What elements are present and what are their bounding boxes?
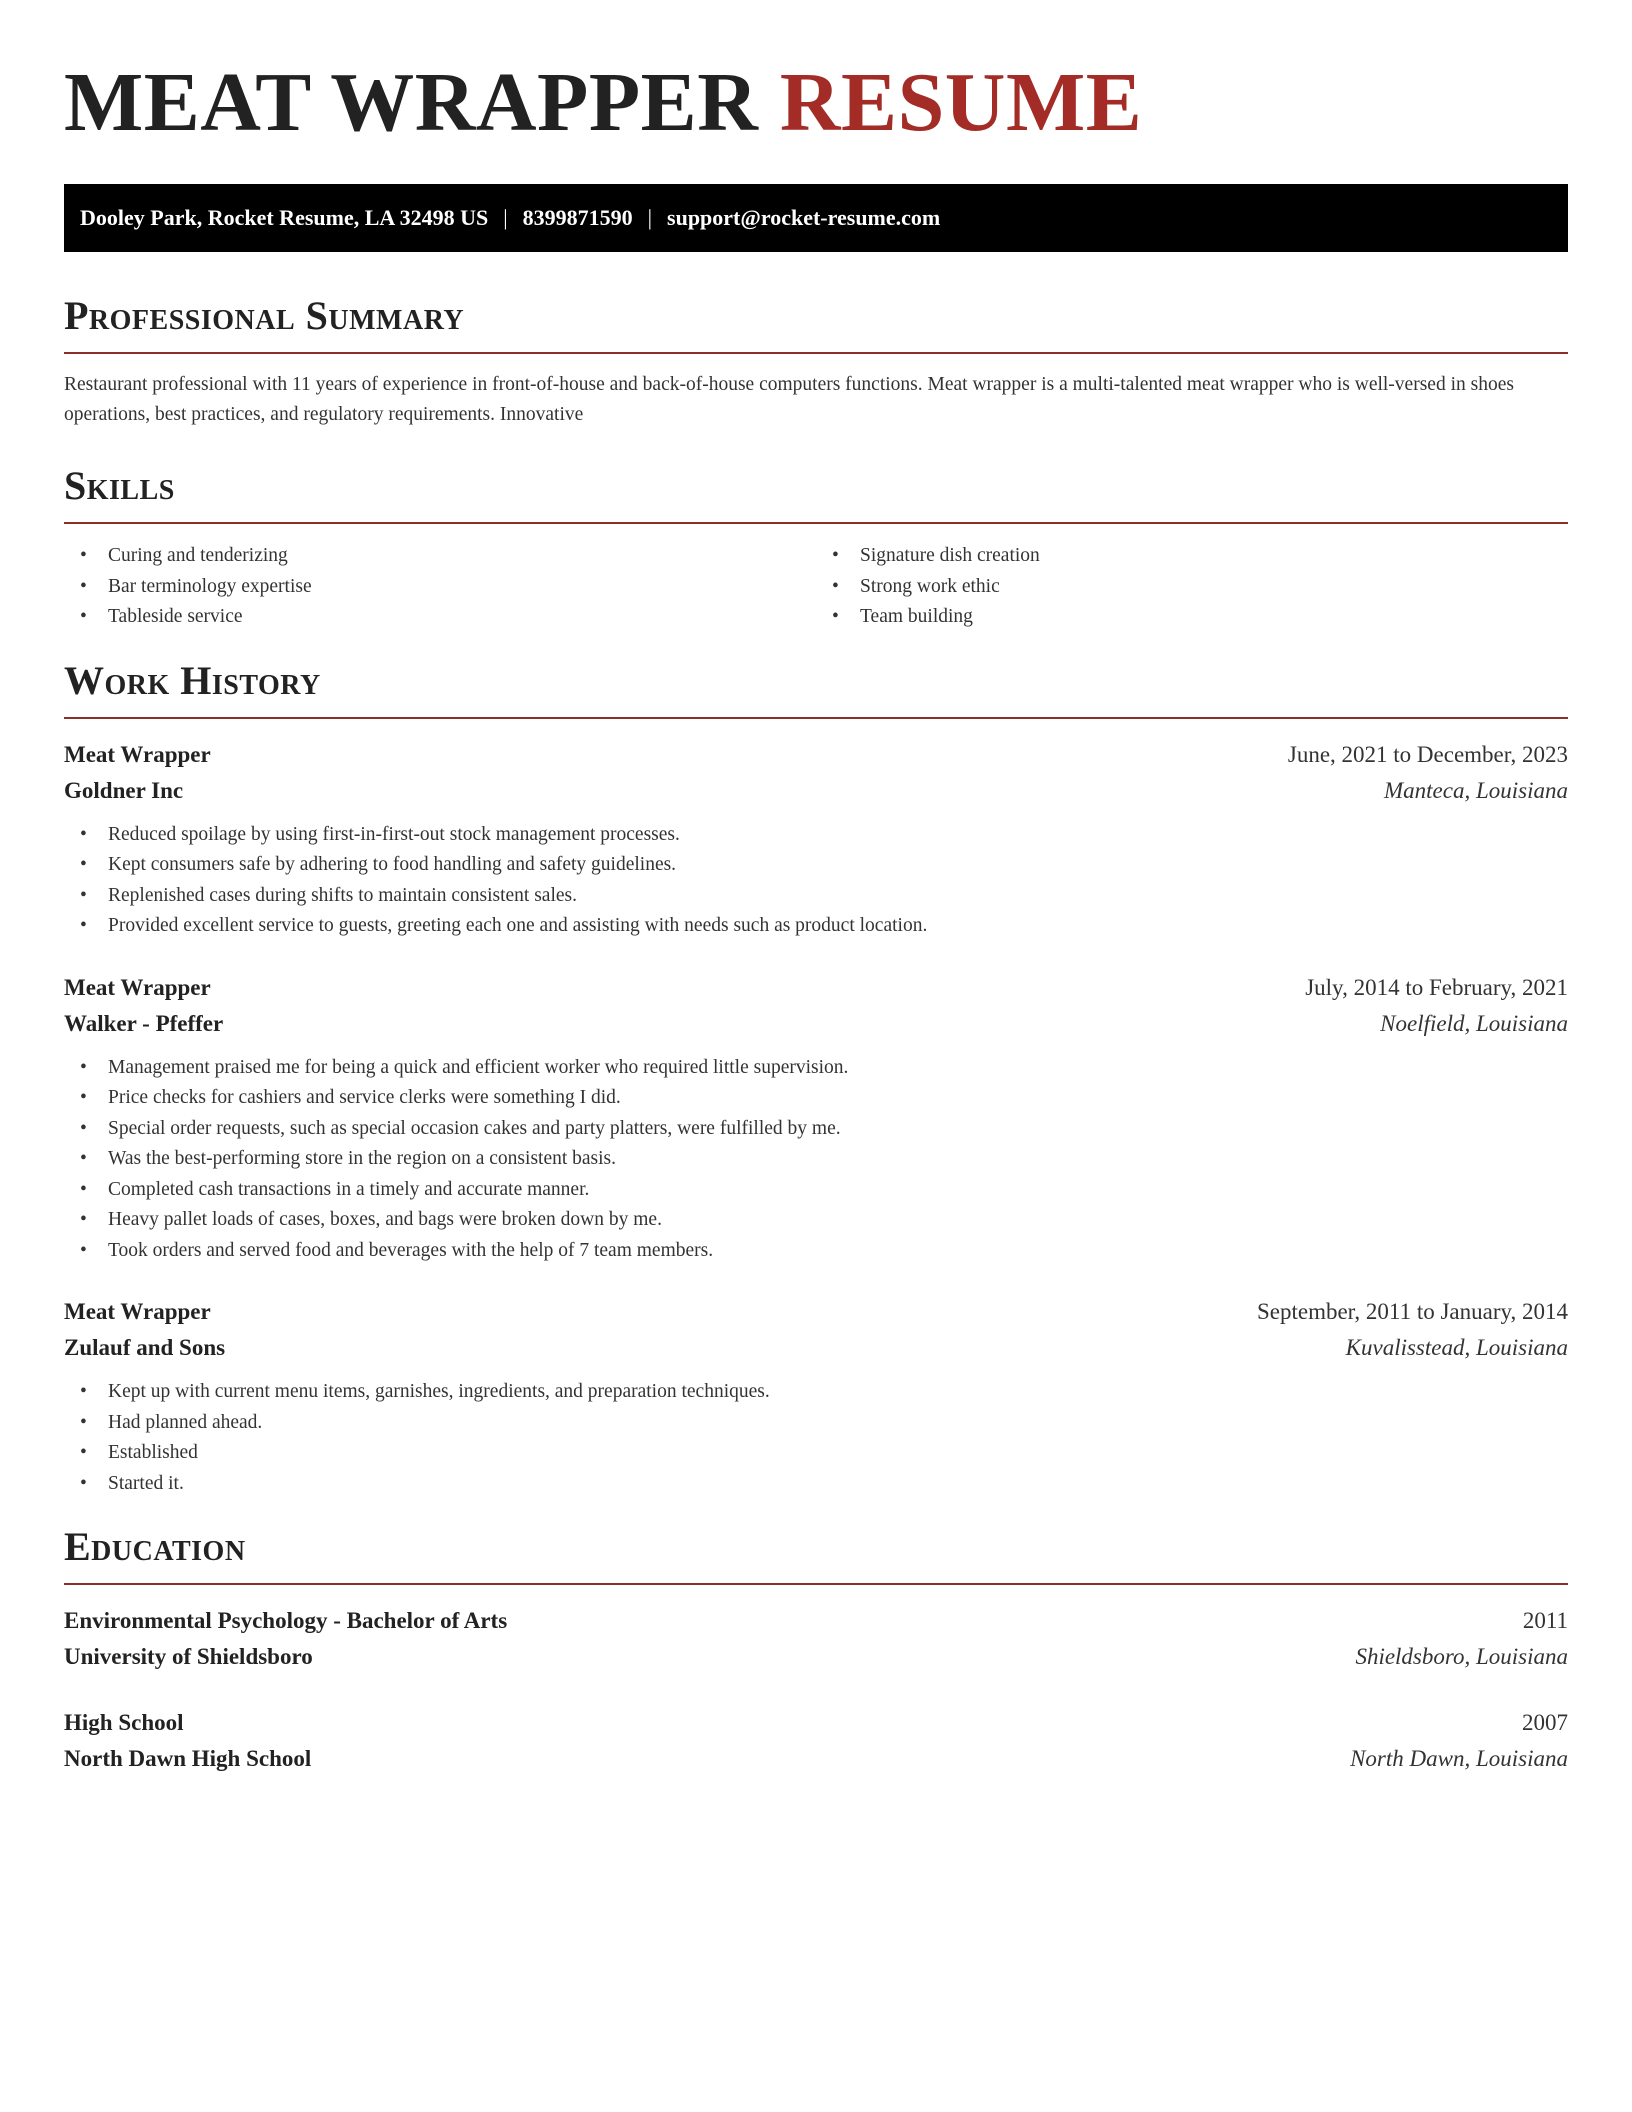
title-accent: RESUME [779, 56, 1143, 149]
education-entry [64, 1603, 1568, 1675]
education-school-row [64, 1639, 1568, 1675]
job-bullet: • Kept consumers safe by adhering to food handling and safety guidelines. [64, 850, 1568, 881]
summary-text: Restaurant professional with 11 years of experience in front-of-house and back-of-house computers functions. Meat wrapper is a multi-talented meat wrapper who is well-versed in shoes operations, best practices, and regulatory requirements. Innovative [64, 374, 1514, 425]
contact-separator: | [647, 205, 653, 230]
skill-item: • Tableside service [64, 602, 816, 633]
job-location: Kuvalisstead, Louisiana [1345, 1335, 1568, 1360]
job-bullet: • Took orders and served food and beverages with the help of 7 team members. [64, 1236, 1568, 1267]
skills-grid [64, 541, 1568, 633]
job-header-row [64, 970, 1568, 1006]
summary-heading: Professional Summary [64, 293, 465, 338]
job-entry [64, 970, 1568, 1267]
section-divider [64, 1583, 1568, 1585]
job-bullet: • Special order requests, such as special occasion cakes and party platters, were fulfilled by me. [64, 1114, 1568, 1145]
job-bullet: • Started it. [64, 1469, 1568, 1500]
skill-item: • Bar terminology expertise [64, 572, 816, 603]
job-dates: September, 2011 to January, 2014 [1256, 1299, 1568, 1324]
education-degree: Environmental Psychology - Bachelor of Arts [64, 1608, 508, 1633]
resume-title [64, 55, 1568, 151]
job-location: Noelfield, Louisiana [1380, 1010, 1568, 1036]
job-header-row [64, 737, 1568, 773]
job-bullet: • Replenished cases during shifts to maintain consistent sales. [64, 881, 1568, 912]
skill-item: • Team building [816, 602, 1568, 633]
job-header-row [64, 1294, 1568, 1330]
education-school-row [64, 1741, 1568, 1777]
education-header-row [64, 1705, 1568, 1741]
job-bullet: • Price checks for cashiers and service clerks were something I did. [64, 1083, 1568, 1114]
job-location: Manteca, Louisiana [1384, 777, 1568, 803]
job-bullet: • Kept up with current menu items, garnishes, ingredients, and preparation techniques. [64, 1377, 1568, 1408]
education-header-row [64, 1603, 1568, 1639]
job-company: Zulauf and Sons [64, 1335, 226, 1360]
job-title: Meat Wrapper [64, 741, 211, 767]
education-location: Shieldsboro, Louisiana [1355, 1644, 1568, 1669]
job-dates: July, 2014 to February, 2021 [1305, 974, 1568, 1000]
contact-bar [64, 184, 1568, 252]
summary-section [64, 290, 1568, 430]
job-bullet: • Was the best-performing store in the region on a consistent basis. [64, 1144, 1568, 1175]
skills-section [64, 460, 1568, 633]
education-location: North Dawn, Louisiana [1350, 1746, 1568, 1771]
job-title: Meat Wrapper [64, 974, 211, 1000]
section-divider [64, 522, 1568, 524]
education-degree: High School [64, 1710, 184, 1735]
job-bullets [64, 820, 1568, 942]
contact-address: Dooley Park, Rocket Resume, LA 32498 US [80, 205, 489, 230]
education-section [64, 1521, 1568, 1777]
contact-phone: 8399871590 [522, 205, 633, 230]
job-bullet: • Established [64, 1438, 1568, 1469]
title-main: MEAT WRAPPER [64, 56, 759, 149]
job-dates: June, 2021 to December, 2023 [1287, 741, 1568, 767]
work-heading: Work History [64, 657, 321, 703]
skills-list-left [64, 541, 816, 633]
job-company: Goldner Inc [64, 777, 184, 803]
job-company-row [64, 773, 1568, 809]
skill-item: • Strong work ethic [816, 572, 1568, 603]
education-heading: Education [64, 1524, 246, 1569]
job-bullets [64, 1053, 1568, 1267]
job-bullet: • Reduced spoilage by using first-in-first-out stock management processes. [64, 820, 1568, 851]
job-bullet: • Heavy pallet loads of cases, boxes, and bags were broken down by me. [64, 1205, 1568, 1236]
education-entry [64, 1705, 1568, 1777]
section-divider [64, 717, 1568, 719]
work-section [64, 655, 1568, 1500]
job-company-row [64, 1330, 1568, 1366]
job-entry [64, 737, 1568, 942]
job-bullets [64, 1377, 1568, 1499]
education-school: North Dawn High School [64, 1746, 312, 1771]
job-title: Meat Wrapper [64, 1299, 211, 1324]
job-company-row [64, 1006, 1568, 1042]
contact-separator: | [503, 205, 508, 230]
job-bullet: • Provided excellent service to guests, greeting each one and assisting with needs such as product location. [64, 911, 1568, 942]
job-company: Walker - Pfeffer [64, 1010, 224, 1036]
section-divider [64, 352, 1568, 354]
education-year: 2007 [1522, 1710, 1568, 1735]
skill-item: • Curing and tenderizing [64, 541, 816, 572]
education-school: University of Shieldsboro [64, 1644, 313, 1669]
job-bullet: • Management praised me for being a quick and efficient worker who required little supervision. [64, 1053, 1568, 1084]
skills-list-right [816, 541, 1568, 633]
job-bullet: • Completed cash transactions in a timely and accurate manner. [64, 1175, 1568, 1206]
skill-item: • Signature dish creation [816, 541, 1568, 572]
skills-heading: Skills [64, 463, 175, 508]
contact-email: support@rocket-resume.com [667, 205, 941, 230]
job-bullet: • Had planned ahead. [64, 1408, 1568, 1439]
job-entry [64, 1294, 1568, 1499]
education-year: 2011 [1522, 1608, 1568, 1633]
